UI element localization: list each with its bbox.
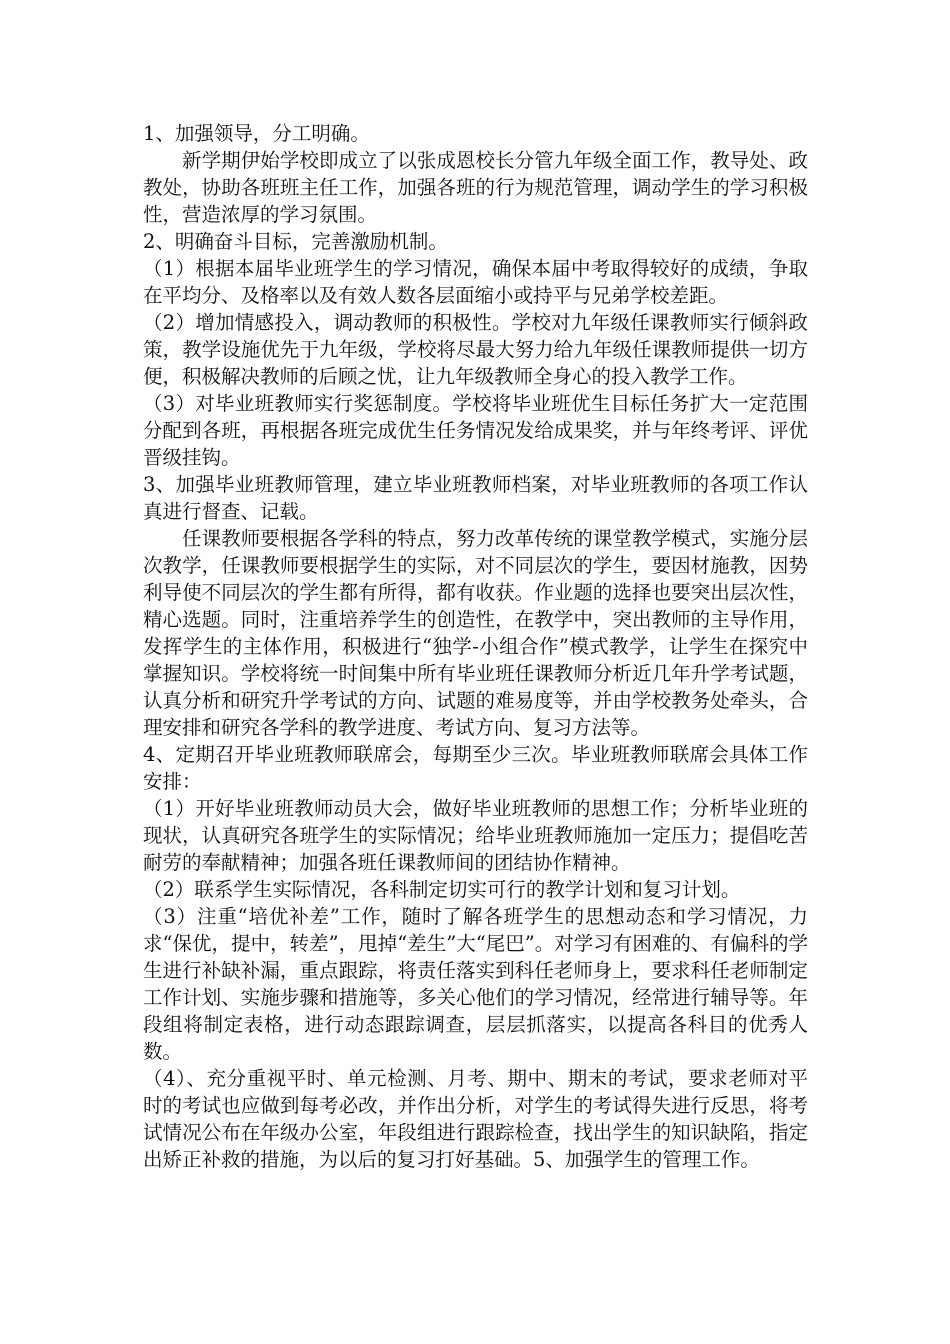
document-body	[143, 120, 808, 1173]
paragraph-goal-1: （1）根据本届毕业班学生的学习情况，确保本届中考取得较好的成绩，争取在平均分、及格率以及有效人数各层面缩小或持平与兄弟学校差距。	[143, 257, 808, 307]
paragraph-meeting-2: （2）联系学生实际情况，各科制定切实可行的教学计划和复习计划。	[143, 878, 741, 901]
heading-3-teacher-management: 3、加强毕业班教师管理，建立毕业班教师档案，对毕业班教师的各项工作认真进行督查、记载。	[143, 473, 808, 523]
heading-2-goals: 2、明确奋斗目标，完善激励机制。	[143, 230, 448, 253]
paragraph-leadership-detail: 新学期伊始学校即成立了以张成恩校长分管九年级全面工作，教导处、政教处，协助各班班主任工作，加强各班的行为规范管理，调动学生的学习积极性，营造浓厚的学习氛围。	[143, 149, 808, 226]
heading-4-joint-meetings: 4、定期召开毕业班教师联席会，每期至少三次。毕业班教师联席会具体工作安排：	[143, 743, 808, 793]
heading-1-leadership: 1、加强领导，分工明确。	[143, 122, 370, 145]
paragraph-meeting-3: （3）注重“培优补差”工作，随时了解各班学生的思想动态和学习情况，力求“保优，提中，转差”，甩掉“差生”大“尾巴”。对学习有困难的、有偏科的学生进行补缺补漏，重点跟踪，将责任落实到科任老师身上，要求科任老师制定工作计划、实施步骤和措施等，多关心他们的学习情况，经常进行辅导等。年段组将制定表格，进行动态跟踪调查，层层抓落实，以提高各科目的优秀人数。	[143, 905, 808, 1063]
paragraph-meeting-4: （4）、充分重视平时、单元检测、月考、期中、期末的考试，要求老师对平时的考试也应做到每考必改，并作出分析，对学生的考试得失进行反思，将考试情况公布在年级办公室，年段组进行跟踪检查，找出学生的知识缺陷，指定出矫正补救的措施，为以后的复习打好基础。5、加强学生的管理工作。	[143, 1067, 808, 1171]
paragraph-teaching-methods: 任课教师要根据各学科的特点，努力改革传统的课堂教学模式，实施分层次教学，任课教师要根据学生的实际，对不同层次的学生，要因材施教，因势利导使不同层次的学生都有所得，都有收获。作业题的选择也要突出层次性，精心选题。同时，注重培养学生的创造性，在教学中，突出教师的主导作用，发挥学生的主体作用，积极进行“独学-小组合作”模式教学，让学生在探究中掌握知识。学校将统一时间集中所有毕业班任课教师分析近几年升学考试题，认真分析和研究升学考试的方向、试题的难易度等，并由学校教务处牵头，合理安排和研究各学科的教学进度、考试方向、复习方法等。	[143, 527, 808, 739]
paragraph-goal-2: （2）增加情感投入，调动教师的积极性。学校对九年级任课教师实行倾斜政策，教学设施优先于九年级，学校将尽最大努力给九年级任课教师提供一切方便，积极解决教师的后顾之忧，让九年级教师全身心的投入教学工作。	[143, 311, 808, 388]
paragraph-meeting-1: （1）开好毕业班教师动员大会，做好毕业班教师的思想工作；分析毕业班的现状，认真研究各班学生的实际情况；给毕业班教师施加一定压力；提倡吃苦耐劳的奉献精神；加强各班任课教师间的团结协作精神。	[143, 797, 808, 874]
paragraph-goal-3: （3）对毕业班教师实行奖惩制度。学校将毕业班优生目标任务扩大一定范围分配到各班，再根据各班完成优生任务情况发给成果奖，并与年终考评、评优晋级挂钩。	[143, 392, 808, 469]
